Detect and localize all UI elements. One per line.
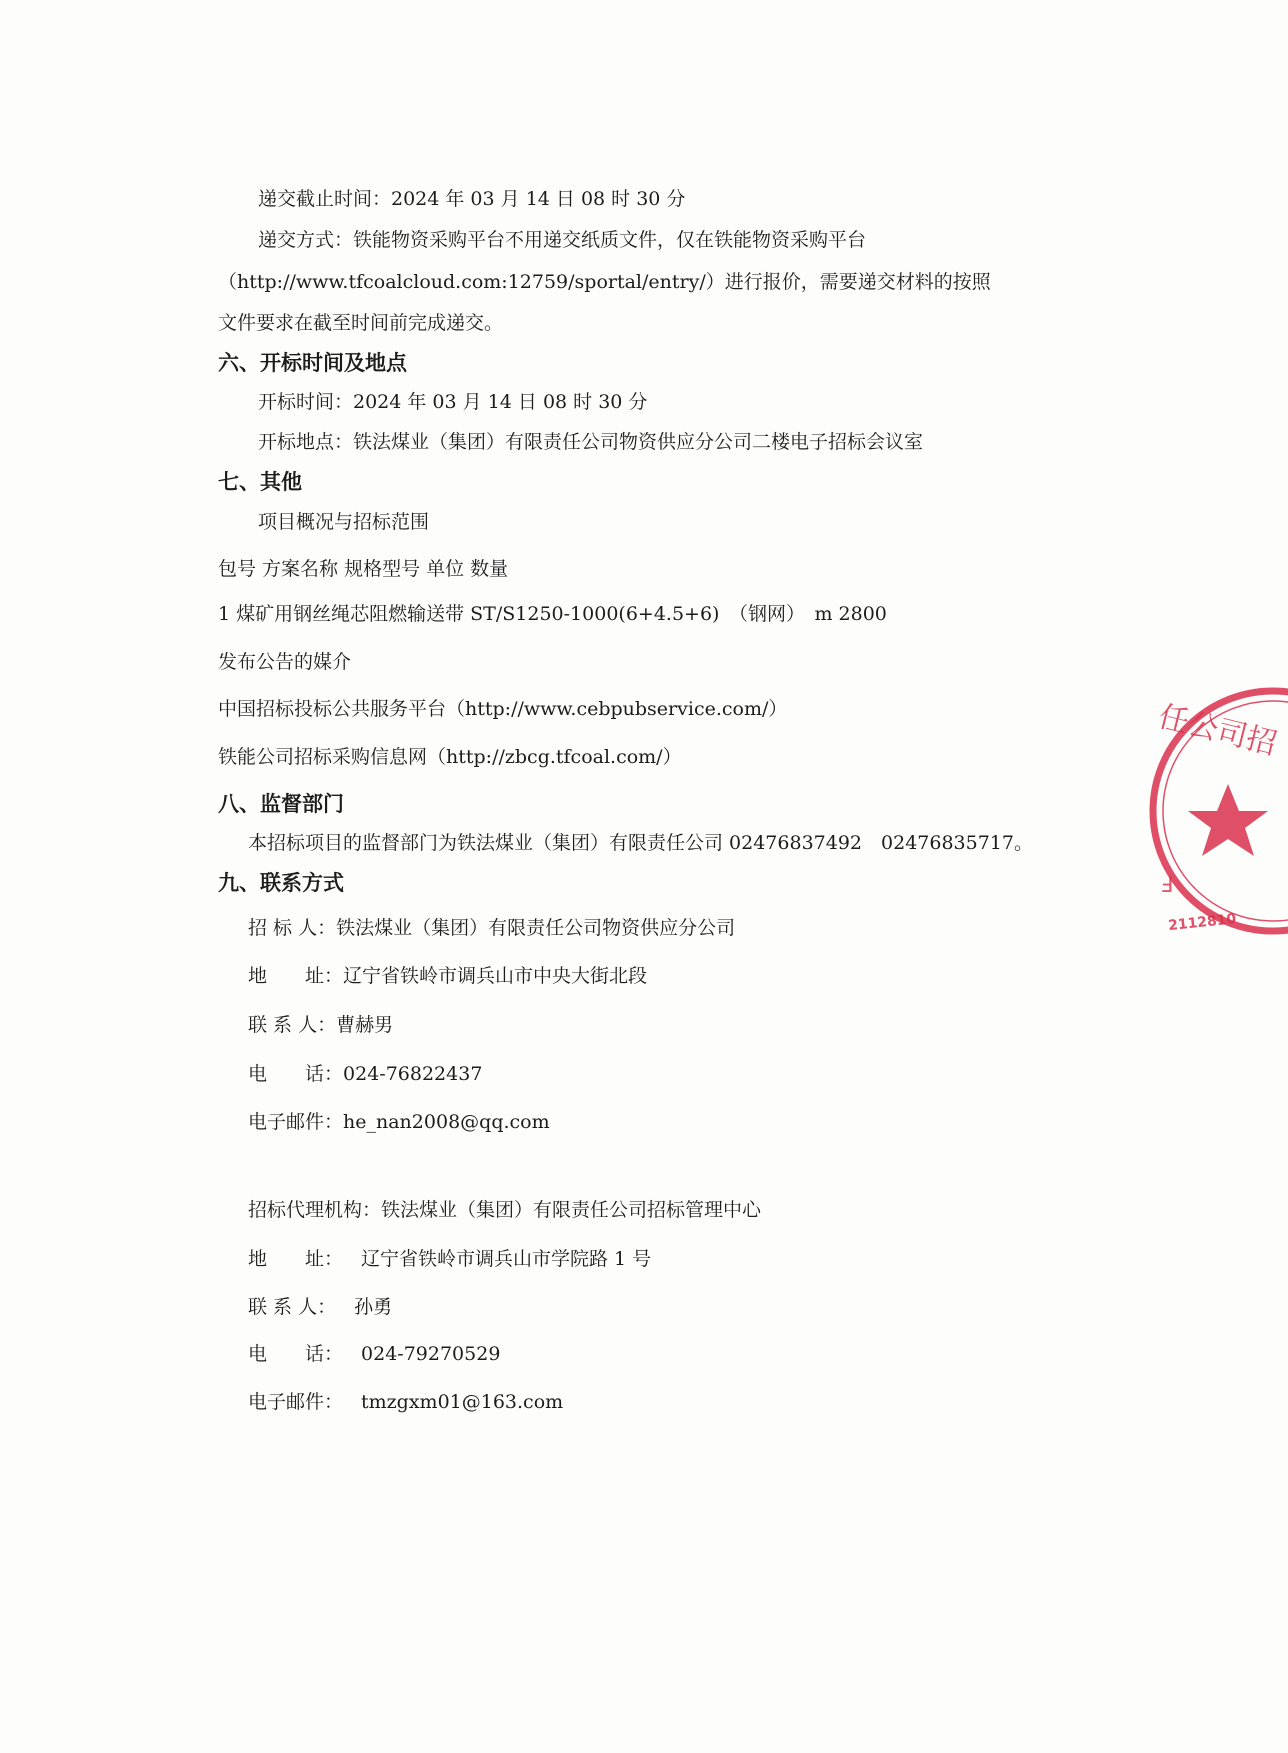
- supervision-text: 本招标项目的监督部门为铁法煤业（集团）有限责任公司 02476837492 02476835717。: [248, 832, 1033, 854]
- section-7-heading: 七、其他: [218, 470, 302, 494]
- agency-address: [248, 1247, 651, 1271]
- tenderer-phone-value: 024-76822437: [343, 1063, 483, 1085]
- agency-address-label: 地 址：: [248, 1248, 344, 1270]
- opening-place: 开标地点：铁法煤业（集团）有限责任公司物资供应分公司二楼电子招标会议室: [258, 431, 924, 453]
- company-seal: [1148, 676, 1288, 946]
- tenderer-address-value: 辽宁省铁岭市调兵山市中央大街北段: [343, 965, 648, 987]
- submission-method-url: （http://www.tfcoalcloud.com:12759/sportal/entry/）进行报价，需要递交材料的按照: [218, 271, 991, 293]
- seal-arc-text: 任公司招: [1155, 699, 1281, 763]
- tenderer-name-value: 铁法煤业（集团）有限责任公司物资供应分公司: [336, 917, 736, 939]
- agency-phone-value: 024-79270529: [361, 1343, 501, 1365]
- opening-time: 开标时间：2024 年 03 月 14 日 08 时 30 分: [258, 391, 648, 413]
- tenderer-address: [248, 964, 647, 988]
- table-row: 1 煤矿用钢丝绳芯阻燃输送带 ST/S1250-1000(6+4.5+6) （钢网） m 2800: [218, 603, 887, 625]
- agency-contact: [248, 1295, 392, 1319]
- agency-name: [248, 1198, 761, 1222]
- tenderer-name-label: 招 标 人：: [248, 917, 337, 939]
- tenderer-address-label: 地 址：: [248, 965, 344, 987]
- tenderer-email: [248, 1110, 550, 1134]
- section-9-heading: 九、联系方式: [218, 871, 344, 895]
- media-cebpubservice: 中国招标投标公共服务平台（http://www.cebpubservice.com/）: [218, 698, 788, 720]
- agency-email-label: 电子邮件：: [248, 1391, 344, 1413]
- tenderer-contact-value: 曹赫男: [336, 1014, 394, 1036]
- agency-address-value: 辽宁省铁岭市调兵山市学院路 1 号: [361, 1248, 652, 1270]
- tenderer-email-value: he_nan2008@qq.com: [343, 1111, 550, 1133]
- project-overview: 项目概况与招标范围: [258, 511, 430, 533]
- submission-method-end: 文件要求在截至时间前完成递交。: [218, 312, 504, 334]
- media-title: 发布公告的媒介: [218, 651, 352, 673]
- tenderer-name: [248, 916, 735, 940]
- agency-phone: [248, 1342, 500, 1366]
- submission-method: 递交方式：铁能物资采购平台不用递交纸质文件，仅在铁能物资采购平台: [258, 229, 867, 251]
- seal-star-icon: [1188, 784, 1268, 856]
- agency-phone-label: 电 话：: [248, 1343, 344, 1365]
- agency-email-value: tmzgxm01@163.com: [361, 1391, 564, 1413]
- agency-name-value: 铁法煤业（集团）有限责任公司招标管理中心: [381, 1199, 762, 1221]
- tenderer-contact: [248, 1013, 393, 1037]
- table-header: 包号 方案名称 规格型号 单位 数量: [218, 558, 509, 580]
- submission-deadline: 递交截止时间：2024 年 03 月 14 日 08 时 30 分: [258, 188, 686, 210]
- media-tfcoal: 铁能公司招标采购信息网（http://zbcg.tfcoal.com/）: [218, 746, 682, 768]
- agency-contact-label: 联 系 人：: [248, 1296, 337, 1318]
- agency-name-label: 招标代理机构：: [248, 1199, 382, 1221]
- agency-email: [248, 1390, 563, 1414]
- tenderer-phone-label: 电 话：: [248, 1063, 344, 1085]
- svg-text:Ⅎ: Ⅎ: [1160, 873, 1173, 898]
- section-8-heading: 八、监督部门: [218, 792, 344, 816]
- section-6-heading: 六、开标时间及地点: [218, 351, 407, 375]
- agency-contact-value: 孙勇: [354, 1296, 393, 1318]
- tenderer-contact-label: 联 系 人：: [248, 1014, 337, 1036]
- tenderer-phone: [248, 1062, 482, 1086]
- tenderer-email-label: 电子邮件：: [248, 1111, 344, 1133]
- seal-number: 2112810: [1167, 911, 1237, 935]
